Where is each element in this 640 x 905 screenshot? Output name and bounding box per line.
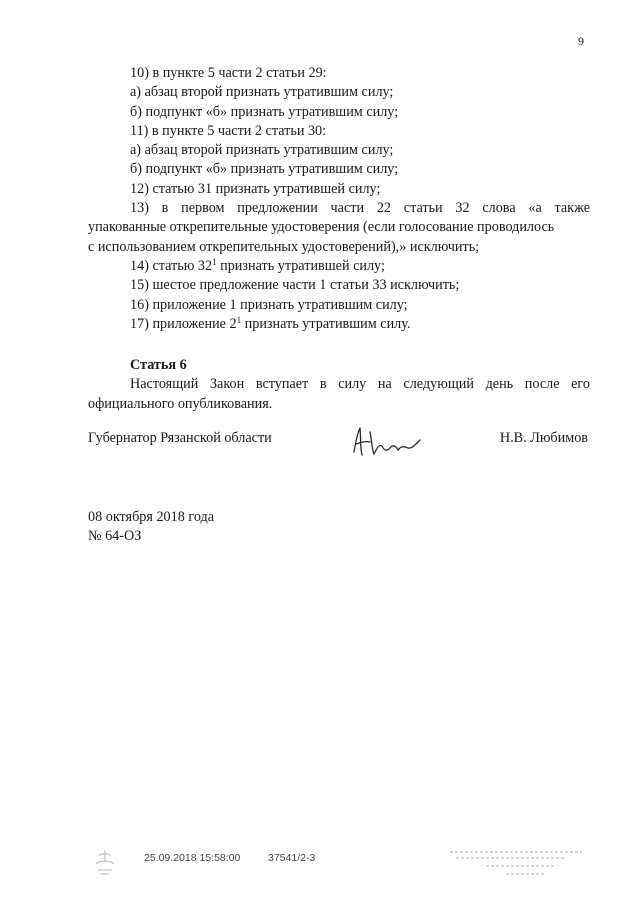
registration-timestamp: 25.09.2018 15:58:00: [144, 852, 241, 864]
article-text-continuation: официального опубликования.: [88, 395, 273, 412]
emblem-icon: [92, 846, 118, 880]
document-footer: [0, 846, 640, 896]
page-number: 9: [578, 34, 584, 48]
article-title: Статья 6: [130, 357, 187, 374]
list-item: а) абзац второй признать утратившим силу;: [130, 84, 394, 101]
list-item-continuation: упакованные открепительные удостоверения (если голосование проводилось: [88, 219, 555, 236]
list-item-text: признать утратившим силу.: [241, 315, 411, 332]
document-body: [88, 64, 590, 414]
law-number: № 64-ОЗ: [88, 528, 142, 545]
faded-stamp-icon: [446, 846, 586, 882]
superscript: 1: [236, 314, 242, 325]
list-item: [88, 315, 590, 334]
list-item-continuation: с использованием открепительных удостоверений),» исключить;: [88, 238, 480, 255]
list-item: 11) в пункте 5 части 2 статьи 30:: [130, 122, 327, 139]
article-text: Настоящий Закон вступает в силу на следующий день после его: [130, 376, 590, 393]
list-item-text: признать утратившей силу;: [216, 257, 385, 274]
signatory-name: Н.В. Любимов: [499, 430, 588, 446]
list-item: 10) в пункте 5 части 2 статьи 29:: [130, 65, 327, 81]
list-item: б) подпункт «б» признать утратившим силу;: [130, 161, 399, 178]
registration-code: 37541/2-3: [268, 852, 316, 864]
list-item: 13) в первом предложении части 22 статьи 32 слова «а также: [130, 200, 590, 217]
law-date: 08 октября 2018 года: [88, 509, 215, 525]
law-details: [88, 508, 214, 547]
list-item-text: 17) приложение 2: [130, 315, 237, 332]
list-item: б) подпункт «б» признать утратившим силу;: [130, 103, 399, 120]
list-item: а) абзац второй признать утратившим силу;: [130, 142, 394, 159]
list-item: 12) статью 31 признать утратившей силу;: [130, 180, 381, 197]
list-item-text: 14) статью 32: [130, 257, 213, 274]
superscript: 1: [212, 256, 217, 267]
handwritten-signature: [348, 422, 424, 462]
signatory-position: Губернатор Рязанской области: [88, 430, 272, 446]
list-item: 15) шестое предложение части 1 статьи 33 исключить;: [130, 277, 460, 294]
list-item: 16) приложение 1 признать утратившим силу;: [130, 296, 408, 313]
list-item: [88, 257, 590, 276]
signature-row: [88, 430, 590, 470]
